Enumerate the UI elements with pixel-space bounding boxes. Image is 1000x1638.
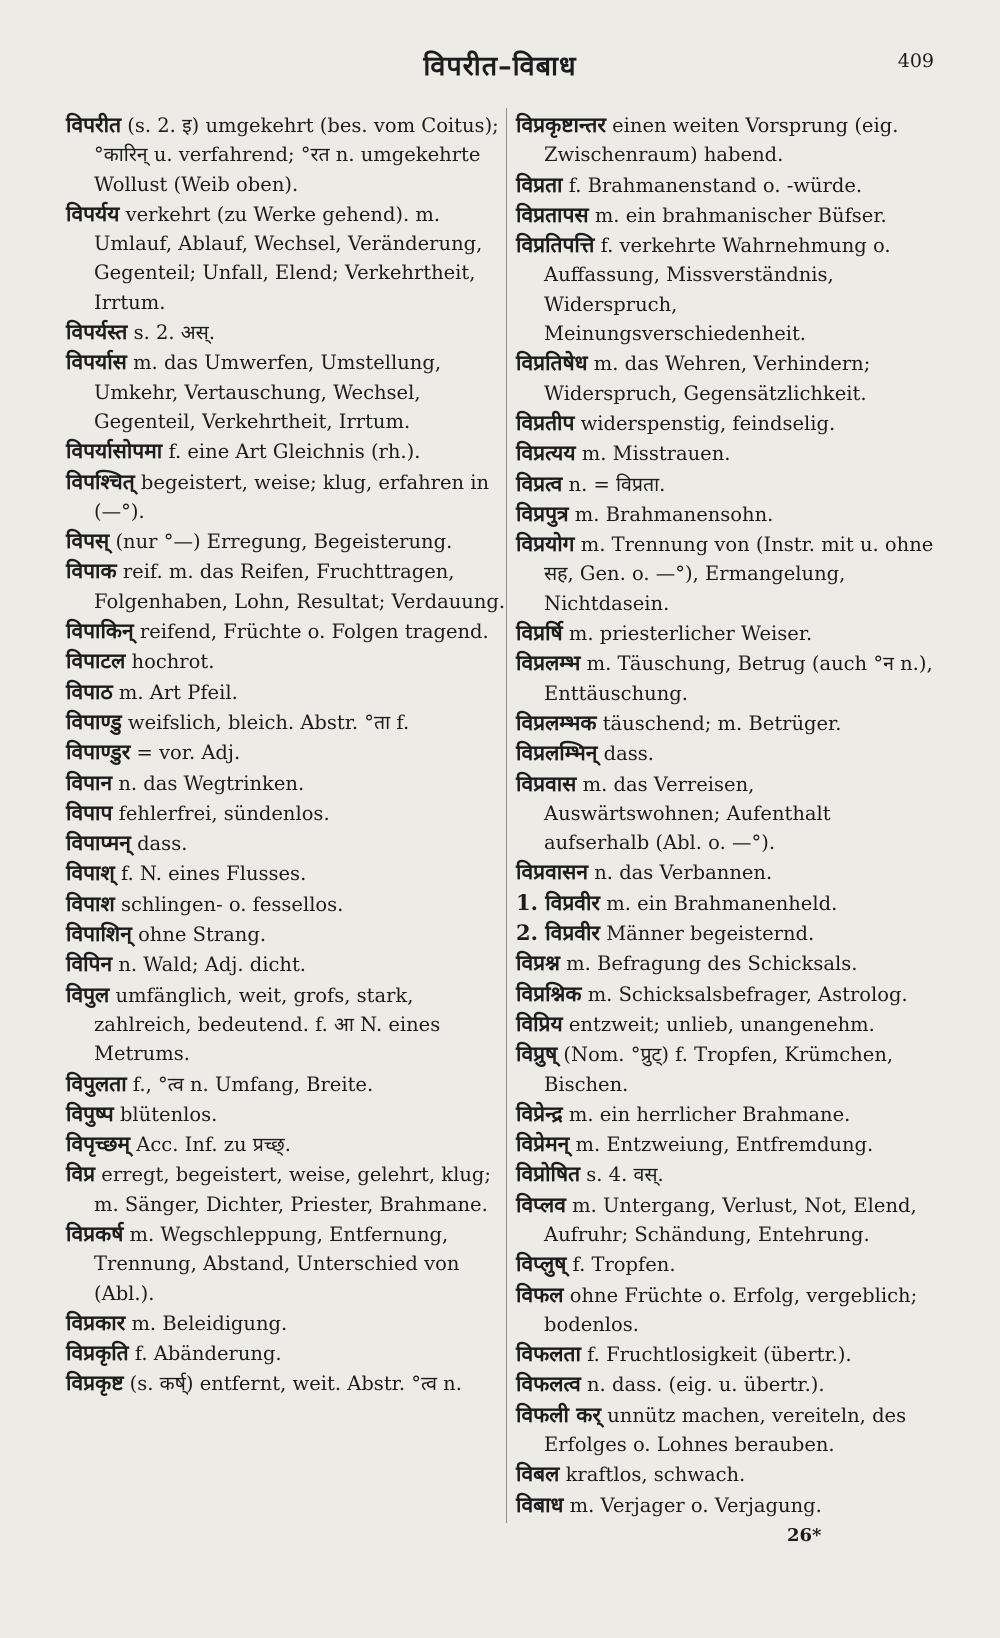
entry-definition: m. das Wehren, Verhindern; Widerspruch, Gegensätzlichkeit.	[544, 352, 871, 405]
entry-definition: f. eine Art Gleichnis (rh.).	[168, 440, 421, 464]
dictionary-entry	[66, 707, 506, 737]
dictionary-entry	[516, 529, 936, 618]
entry-headword: विफली कर्	[516, 1401, 602, 1427]
entry-headword: विप्रलम्भक	[516, 709, 597, 735]
dictionary-entry	[516, 230, 936, 348]
entry-definition: Männer begeisternd.	[606, 922, 815, 946]
entry-headword: विपाप्मन्	[66, 830, 131, 856]
entry-headword: विपर्यस्त	[66, 319, 128, 345]
dictionary-entry	[516, 648, 936, 708]
entry-definition: m. Art Pfeil.	[118, 680, 238, 704]
entry-definition: f. Fruchtlosigkeit (übertr.).	[587, 1343, 852, 1367]
dictionary-entry	[516, 110, 936, 170]
entry-definition: täuschend; m. Betrüger.	[602, 711, 842, 735]
dictionary-entry	[66, 1308, 506, 1338]
entry-definition: s. 4. वस्.	[586, 1163, 664, 1187]
entry-headword: विप्रेमन्	[516, 1131, 570, 1157]
dictionary-entry	[66, 347, 506, 436]
entry-definition: m. priesterlicher Weiser.	[568, 622, 813, 646]
dictionary-entry	[516, 1400, 936, 1460]
entry-definition: widerspenstig, feindselig.	[580, 411, 836, 435]
entry-headword: विपाश्	[66, 860, 115, 886]
entry-definition: (s. 2. इ) umgekehrt (bes. vom Coitus); °कारिन् u. verfahrend; °रत n. umgekehrte Wollust (Weib oben).	[94, 114, 499, 196]
dictionary-entry	[66, 1368, 506, 1398]
dictionary-entry	[66, 737, 506, 767]
entry-headword: विफलता	[516, 1341, 581, 1367]
entry-definition: begeistert, weise; klug, erfahren in (—°).	[94, 470, 490, 523]
entry-headword: विपाटल	[66, 648, 126, 674]
entry-definition: reif. m. das Reifen, Fruchttragen, Folgenhaben, Lohn, Resultat; Verdauung.	[94, 560, 506, 613]
entry-headword: विप्रेन्द्र	[516, 1100, 563, 1126]
dictionary-entry	[516, 1249, 936, 1279]
dictionary-entry	[516, 1039, 936, 1099]
dictionary-entry	[516, 618, 936, 648]
entry-headword: विप्रतिपत्ति	[516, 232, 595, 258]
entry-headword: विपान	[66, 769, 113, 795]
entry-definition: entzweit; unlieb, unangenehm.	[568, 1012, 875, 1036]
entry-headword: विपाक	[66, 558, 117, 584]
dictionary-entry	[66, 677, 506, 707]
entry-headword: विफलत्व	[516, 1371, 581, 1397]
entry-headword: विपस्	[66, 528, 110, 554]
entry-headword: विप्रकर्ष	[66, 1220, 124, 1246]
entry-definition: dass.	[603, 742, 654, 766]
entry-definition: n. das Verbannen.	[594, 861, 773, 885]
dictionary-entry	[66, 467, 506, 527]
entry-headword: विप्र	[66, 1161, 96, 1187]
entry-definition: umfänglich, weit, grofs, stark, zahlreich, bedeutend. f. आ N. eines Metrums.	[94, 983, 441, 1066]
entry-definition: (nur °—) Erregung, Begeisterung.	[115, 530, 453, 554]
entry-headword: विप्रकृष्टान्तर	[516, 112, 606, 137]
entry-definition: m. Täuschung, Betrug (auch °न n.), Enttäuschung.	[544, 652, 933, 705]
dictionary-entry	[66, 1159, 506, 1219]
dictionary-entry	[516, 1280, 936, 1340]
dictionary-entry	[66, 919, 506, 949]
entry-headword: विपुल	[66, 981, 110, 1007]
entry-headword: विप्रश्न	[516, 950, 560, 976]
entry-headword: विप्रता	[516, 171, 563, 197]
dictionary-entry	[516, 888, 936, 918]
entry-headword: विप्रतिषेध	[516, 350, 588, 376]
entry-definition: reifend, Früchte o. Folgen tragend.	[139, 620, 489, 644]
entry-headword: विपाण्डु	[66, 708, 122, 734]
page-number: 409	[897, 50, 934, 72]
entry-definition: (s. कर्ष्) entfernt, weit. Abstr. °त्व n.	[129, 1372, 462, 1396]
entry-definition: f. verkehrte Wahrnehmung o. Auffassung, Missverständnis, Widerspruch, Meinungsverschiedenheit.	[544, 234, 891, 346]
entry-headword: विप्रयोग	[516, 531, 575, 557]
entry-headword: विप्रत्व	[516, 470, 563, 496]
dictionary-entry	[66, 1069, 506, 1099]
entry-headword: विप्रत्यय	[516, 440, 576, 466]
dictionary-entry	[516, 1339, 936, 1369]
entry-headword: विपर्यासोपमा	[66, 438, 163, 464]
dictionary-entry	[66, 828, 506, 858]
dictionary-entry	[66, 1219, 506, 1308]
entry-headword: विपाण्डुर	[66, 739, 131, 765]
entry-headword: विप्रवासन	[516, 859, 589, 885]
entry-headword: विबल	[516, 1461, 560, 1487]
entry-definition: n. Wald; Adj. dicht.	[118, 953, 307, 977]
entry-definition: schlingen- o. fessellos.	[120, 892, 344, 916]
dictionary-entry	[516, 708, 936, 738]
dictionary-entry	[66, 110, 506, 199]
entry-definition: f. Abänderung.	[134, 1342, 282, 1366]
entry-definition: m. Schicksalsbefrager, Astrolog.	[587, 982, 908, 1006]
entry-definition: f. Tropfen.	[572, 1253, 676, 1277]
entry-headword: विपाशिन्	[66, 921, 132, 947]
entry-headword: विपुलता	[66, 1070, 127, 1096]
dictionary-entry	[66, 858, 506, 888]
entry-headword: विपश्चित्	[66, 468, 135, 494]
column-divider	[506, 108, 507, 1523]
dictionary-entry	[516, 499, 936, 529]
entry-headword: विपाकिन्	[66, 618, 134, 644]
entry-definition: m. Brahmanensohn.	[574, 502, 774, 526]
entry-definition: m. das Umwerfen, Umstellung, Umkehr, Vertauschung, Wechsel, Gegenteil, Verkehrtheit, Irrtum.	[94, 351, 442, 433]
entry-definition: m. Trennung von (Instr. mit u. ohne सह, Gen. o. —°), Ermangelung, Nichtdasein.	[544, 533, 934, 615]
entry-headword: विप्रोषित	[516, 1161, 581, 1187]
entry-headword: विपाठ	[66, 678, 113, 704]
entry-headword: विबाध	[516, 1491, 564, 1517]
entry-definition: m. ein brahmanischer Büfser.	[594, 203, 887, 227]
dictionary-entry	[66, 556, 506, 616]
entry-headword: विप्रकृष्ट	[66, 1370, 124, 1396]
entry-headword: विप्रर्षि	[516, 620, 563, 646]
dictionary-entry	[516, 438, 936, 468]
signature-mark: 26*	[787, 1525, 822, 1546]
dictionary-entry	[66, 1129, 506, 1159]
entry-definition: n. dass. (eig. u. übertr.).	[587, 1373, 825, 1397]
dictionary-entry	[66, 199, 506, 317]
entry-headword: 1. विप्रवीर	[516, 889, 601, 915]
dictionary-entry	[516, 408, 936, 438]
dictionary-entry	[66, 889, 506, 919]
dictionary-entry	[516, 1099, 936, 1129]
entry-headword: विपर्यय	[66, 200, 120, 226]
entry-definition: kraftlos, schwach.	[565, 1463, 746, 1487]
dictionary-entry	[66, 317, 506, 347]
dictionary-entry	[516, 857, 936, 887]
running-head: विपरीत–विबाध	[423, 51, 577, 82]
dictionary-entry	[516, 1490, 936, 1520]
entry-definition: weifslich, bleich. Abstr. °ता f.	[127, 710, 410, 734]
entry-definition: m. Wegschleppung, Entfernung, Trennung, Abstand, Unterschied von (Abl.).	[94, 1222, 460, 1305]
entry-headword: विप्लुष्	[516, 1251, 567, 1277]
entry-headword: विप्रतापस	[516, 201, 589, 227]
dictionary-entry	[516, 948, 936, 978]
entry-definition: blütenlos.	[119, 1102, 218, 1126]
entry-definition: m. Misstrauen.	[581, 442, 731, 466]
entry-headword: विप्रवास	[516, 770, 577, 796]
entry-definition: ohne Strang.	[138, 923, 267, 947]
entry-headword: विप्लव	[516, 1191, 566, 1217]
dictionary-entry	[66, 1338, 506, 1368]
entry-definition: n. = विप्रता.	[568, 472, 666, 496]
dictionary-entry	[66, 526, 506, 556]
dictionary-entry	[66, 980, 506, 1069]
dictionary-entry	[516, 1459, 936, 1489]
entry-headword: विपुष्प	[66, 1100, 114, 1126]
entry-headword: विप्रतीप	[516, 409, 575, 435]
entry-definition: m. Verjager o. Verjagung.	[569, 1493, 822, 1517]
entry-definition: Acc. Inf. zu प्रच्छ्.	[136, 1133, 291, 1157]
entry-definition: m. Befragung des Schicksals.	[566, 952, 858, 976]
entry-headword: विपाश	[66, 890, 115, 916]
entry-headword: विपर्यास	[66, 349, 127, 375]
dictionary-entry	[516, 1369, 936, 1399]
dictionary-entry	[66, 798, 506, 828]
entry-headword: विपरीत	[66, 112, 122, 137]
dictionary-entry	[516, 769, 936, 858]
entry-definition: f. N. eines Flusses.	[120, 862, 307, 886]
left-column	[66, 110, 506, 1399]
dictionary-entry	[516, 348, 936, 408]
entry-headword: विप्रकृति	[66, 1340, 129, 1366]
entry-definition: m. das Verreisen, Auswärtswohnen; Aufenthalt aufserhalb (Abl. o. —°).	[544, 772, 831, 855]
entry-definition: (Nom. °प्रुट्) f. Tropfen, Krümchen, Bischen.	[544, 1043, 894, 1096]
dictionary-entry	[66, 616, 506, 646]
entry-definition: n. das Wegtrinken.	[118, 771, 305, 795]
entry-definition: verkehrt (zu Werke gehend). m. Umlauf, Ablauf, Wechsel, Veränderung, Gegenteil; Unfall, Elend; Verkehrtheit, Irrtum.	[94, 202, 483, 314]
entry-headword: विफल	[516, 1281, 564, 1307]
dictionary-entry	[66, 646, 506, 676]
dictionary-entry	[66, 1099, 506, 1129]
entry-definition: ohne Früchte o. Erfolg, vergeblich; bodenlos.	[544, 1283, 918, 1336]
entry-headword: विप्रकार	[66, 1309, 126, 1335]
entry-headword: विप्रिय	[516, 1010, 563, 1036]
entry-definition: m. ein Brahmanenheld.	[606, 891, 838, 915]
dictionary-entry	[516, 738, 936, 768]
entry-definition: einen weiten Vorsprung (eig. Zwischenraum) habend.	[544, 114, 899, 167]
dictionary-entry	[66, 949, 506, 979]
entry-definition: m. Entzweiung, Entfremdung.	[575, 1133, 874, 1157]
entry-definition: m. Untergang, Verlust, Not, Elend, Aufruhr; Schändung, Entehrung.	[544, 1193, 917, 1246]
entry-definition: f., °त्व n. Umfang, Breite.	[132, 1072, 374, 1096]
entry-headword: विप्रलम्भ	[516, 650, 581, 676]
dictionary-entry	[516, 469, 936, 499]
dictionary-entry	[516, 200, 936, 230]
dictionary-entry	[516, 979, 936, 1009]
entry-definition: fehlerfrei, sündenlos.	[118, 801, 330, 825]
entry-headword: विप्रुष्	[516, 1041, 558, 1067]
entry-headword: विपाप	[66, 799, 113, 825]
entry-headword: विप्रश्निक	[516, 980, 582, 1006]
entry-headword: 2. विप्रवीर	[516, 920, 601, 946]
entry-definition: m. Beleidigung.	[131, 1311, 288, 1335]
entry-definition: dass.	[137, 832, 188, 856]
entry-definition: s. 2. अस्.	[133, 321, 216, 345]
entry-definition: erregt, begeistert, weise, gelehrt, klug; m. Sänger, Dichter, Priester, Brahmane.	[94, 1163, 491, 1216]
entry-headword: विपिन	[66, 951, 113, 977]
entry-definition: hochrot.	[131, 650, 215, 674]
entry-definition: m. ein herrlicher Brahmane.	[568, 1102, 851, 1126]
entry-headword: विपृच्छम्	[66, 1131, 131, 1157]
dictionary-entry	[516, 1159, 936, 1189]
dictionary-entry	[516, 918, 936, 948]
dictionary-entry	[516, 1190, 936, 1250]
dictionary-entry	[516, 1129, 936, 1159]
dictionary-entry	[516, 1009, 936, 1039]
entry-headword: विप्रलम्भिन्	[516, 740, 598, 766]
dictionary-entry	[66, 768, 506, 798]
entry-definition: unnütz machen, vereiteln, des Erfolges o. Lohnes berauben.	[544, 1403, 907, 1457]
dictionary-entry	[516, 170, 936, 200]
entry-definition: f. Brahmanenstand o. -würde.	[568, 173, 863, 197]
right-column	[516, 110, 936, 1520]
entry-definition: = vor. Adj.	[136, 741, 241, 765]
dictionary-entry	[66, 436, 506, 466]
entry-headword: विप्रपुत्र	[516, 500, 569, 526]
